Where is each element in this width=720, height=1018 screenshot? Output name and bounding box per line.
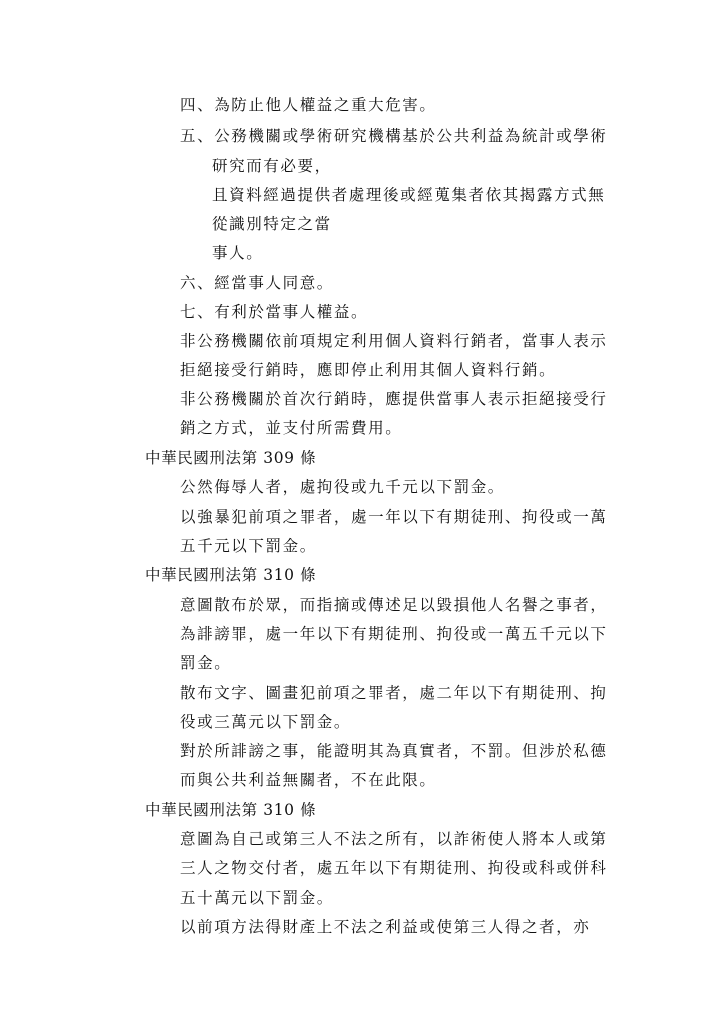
article-310-line-5: 役或三萬元以下罰金。 xyxy=(180,713,352,731)
paragraph-first-marketing-line-1: 非公務機關於首次行銷時，應提供當事人表示拒絕接受行 xyxy=(180,390,608,408)
heading-article-310-b: 中華民國刑法第 310 條 xyxy=(145,801,317,819)
item-five-line-1: 五、公務機關或學術研究機構基於公共利益為統計或學術 xyxy=(180,127,608,145)
article-310-line-7: 而與公共利益無關者，不在此限。 xyxy=(180,771,437,789)
article-310-line-1: 意圖散布於眾，而指摘或傳述足以毀損他人名譽之事者， xyxy=(180,596,608,614)
heading-article-309: 中華民國刑法第 309 條 xyxy=(145,449,317,467)
article-310-line-2: 為誹謗罪，處一年以下有期徒刑、拘役或一萬五千元以下 xyxy=(180,625,608,643)
item-five-line-2: 研究而有必要， xyxy=(212,157,332,175)
item-seven: 七、有利於當事人權益。 xyxy=(180,303,369,321)
article-310-line-4: 散布文字、圖畫犯前項之罪者，處二年以下有期徒刑、拘 xyxy=(180,684,608,702)
article-310-line-3: 罰金。 xyxy=(180,654,232,672)
paragraph-marketing-line-1: 非公務機關依前項規定利用個人資料行銷者，當事人表示 xyxy=(180,332,608,350)
item-five-line-5: 事人。 xyxy=(212,244,264,262)
paragraph-marketing-line-2: 拒絕接受行銷時，應即停止利用其個人資料行銷。 xyxy=(180,361,557,379)
article-fraud-line-2: 三人之物交付者，處五年以下有期徒刑、拘役或科或併科 xyxy=(180,859,608,877)
article-fraud-line-4: 以前項方法得財產上不法之利益或使第三人得之者，亦 xyxy=(180,918,591,936)
article-fraud-line-3: 五十萬元以下罰金。 xyxy=(180,889,334,907)
article-310-line-6: 對於所誹謗之事，能證明其為真實者，不罰。但涉於私德 xyxy=(180,742,608,760)
article-309-line-1: 公然侮辱人者，處拘役或九千元以下罰金。 xyxy=(180,478,505,496)
item-five-line-3: 且資料經過提供者處理後或經蒐集者依其揭露方式無 xyxy=(212,186,606,204)
article-309-line-3: 五千元以下罰金。 xyxy=(180,537,317,555)
paragraph-first-marketing-line-2: 銷之方式，並支付所需費用。 xyxy=(180,419,403,437)
item-six: 六、經當事人同意。 xyxy=(180,274,334,292)
article-309-line-2: 以強暴犯前項之罪者，處一年以下有期徒刑、拘役或一萬 xyxy=(180,508,608,526)
article-fraud-line-1: 意圖為自己或第三人不法之所有，以詐術使人將本人或第 xyxy=(180,830,608,848)
item-four: 四、為防止他人權益之重大危害。 xyxy=(180,96,437,114)
heading-article-310-a: 中華民國刑法第 310 條 xyxy=(145,566,317,584)
item-five-line-4: 從識別特定之當 xyxy=(212,215,332,233)
